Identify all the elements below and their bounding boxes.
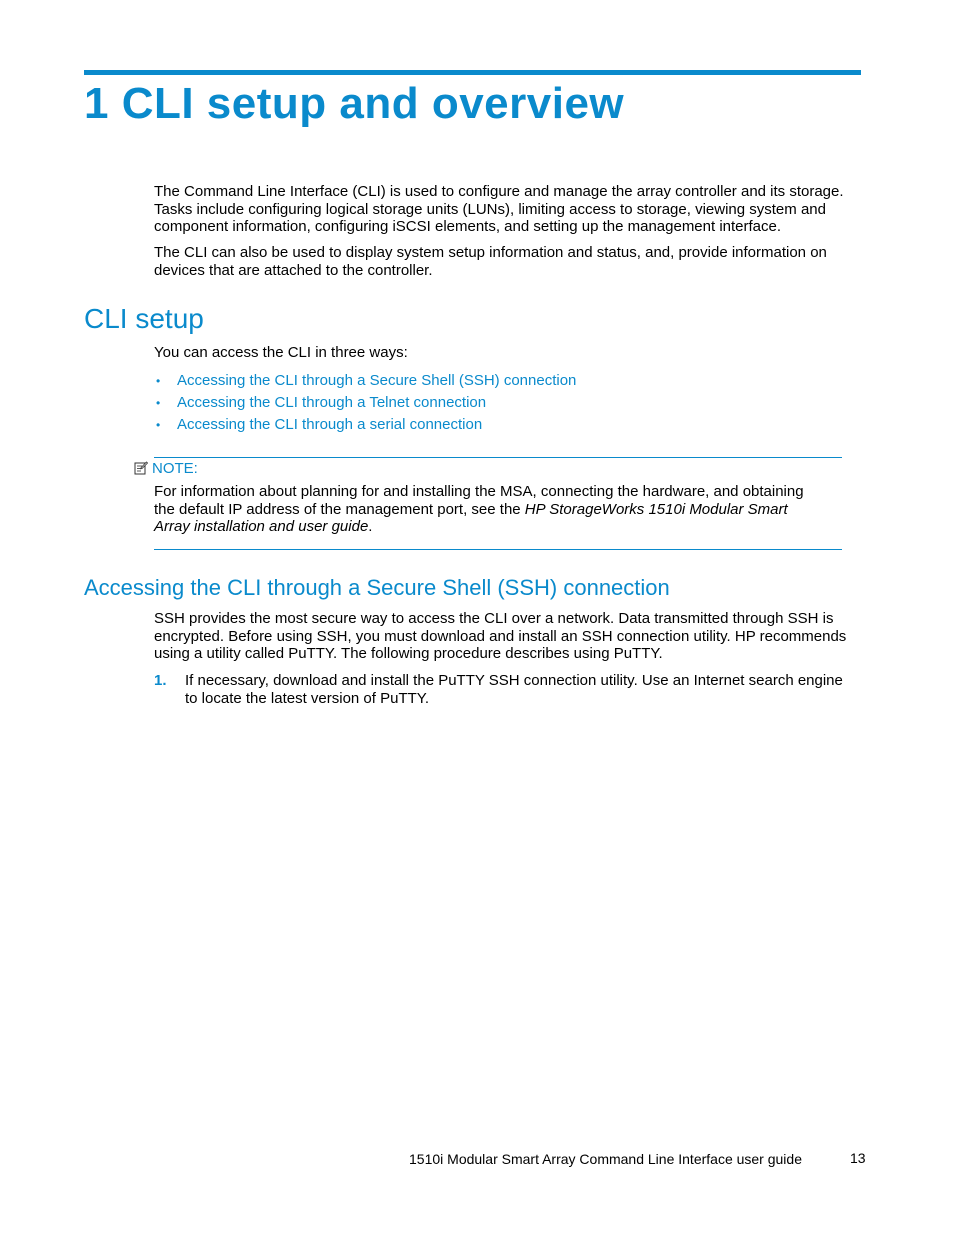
note-text-after: . [368,518,373,535]
note-icon [134,461,148,475]
section-heading-ssh: Accessing the CLI through a Secure Shell (SSH) connection [84,575,670,600]
step-number: 1. [154,672,167,689]
note-body [154,483,822,536]
intro-text-2: The CLI can also be used to display system setup information and status, and, provide information on devices that are attached to the controller. [154,244,827,279]
guide-title: HP StorageWorks 1510i Modular Smart Array installation and user guide [154,500,788,535]
link-ssh-connection[interactable]: Accessing the CLI through a Secure Shell (SSH) connection [177,372,577,389]
note-text-before: For information about planning for and installing the MSA, connecting the hardware, and obtaining the default IP address of the management port, see the [154,483,804,518]
ssh-text: SSH provides the most secure way to access the CLI over a network. Data transmitted through SSH is encrypted. Before using SSH, you must download and install an SSH connection utility. HP recommends using a utility called PuTTY. The following procedure describes using PuTTY. [154,610,847,662]
note-text [154,483,822,536]
link-telnet-connection[interactable]: Accessing the CLI through a Telnet connection [177,394,487,411]
link-serial-connection[interactable]: Accessing the CLI through a serial connection [177,416,483,433]
access-methods-list [154,370,576,436]
note-label: NOTE: [152,459,198,477]
section-heading-cli-setup: CLI setup [84,303,204,334]
bullet: • [156,418,161,432]
note-top-rule [154,457,842,458]
list-item [154,392,576,414]
bullet: • [156,396,161,410]
note-header [134,458,198,478]
intro-text-1: The Command Line Interface (CLI) is used to configure and manage the array controller and its storage. Tasks include configuring logical storage units (LUNs), limiting access to storage, viewing system and component information, configuring iSCSI elements, and setting up the management interface. [154,183,844,235]
chapter-top-rule [84,70,861,75]
note-bottom-rule [154,549,842,550]
chapter-title: 1 CLI setup and overview [84,79,625,128]
ssh-paragraph [154,610,854,663]
intro-paragraph-1 [154,183,854,236]
list-item [154,370,576,392]
intro-paragraph-2 [154,244,854,279]
access-intro-text: You can access the CLI in three ways: [154,344,408,361]
access-intro [154,344,854,362]
procedure-step [154,672,854,707]
step-text: If necessary, download and install the PuTTY SSH connection utility. Use an Internet search engine to locate the latest version of PuTTY. [185,672,843,707]
footer-doc-title: 1510i Modular Smart Array Command Line Interface user guide [409,1151,802,1167]
page-number: 13 [850,1150,866,1166]
list-item [154,414,576,436]
bullet: • [156,374,161,388]
